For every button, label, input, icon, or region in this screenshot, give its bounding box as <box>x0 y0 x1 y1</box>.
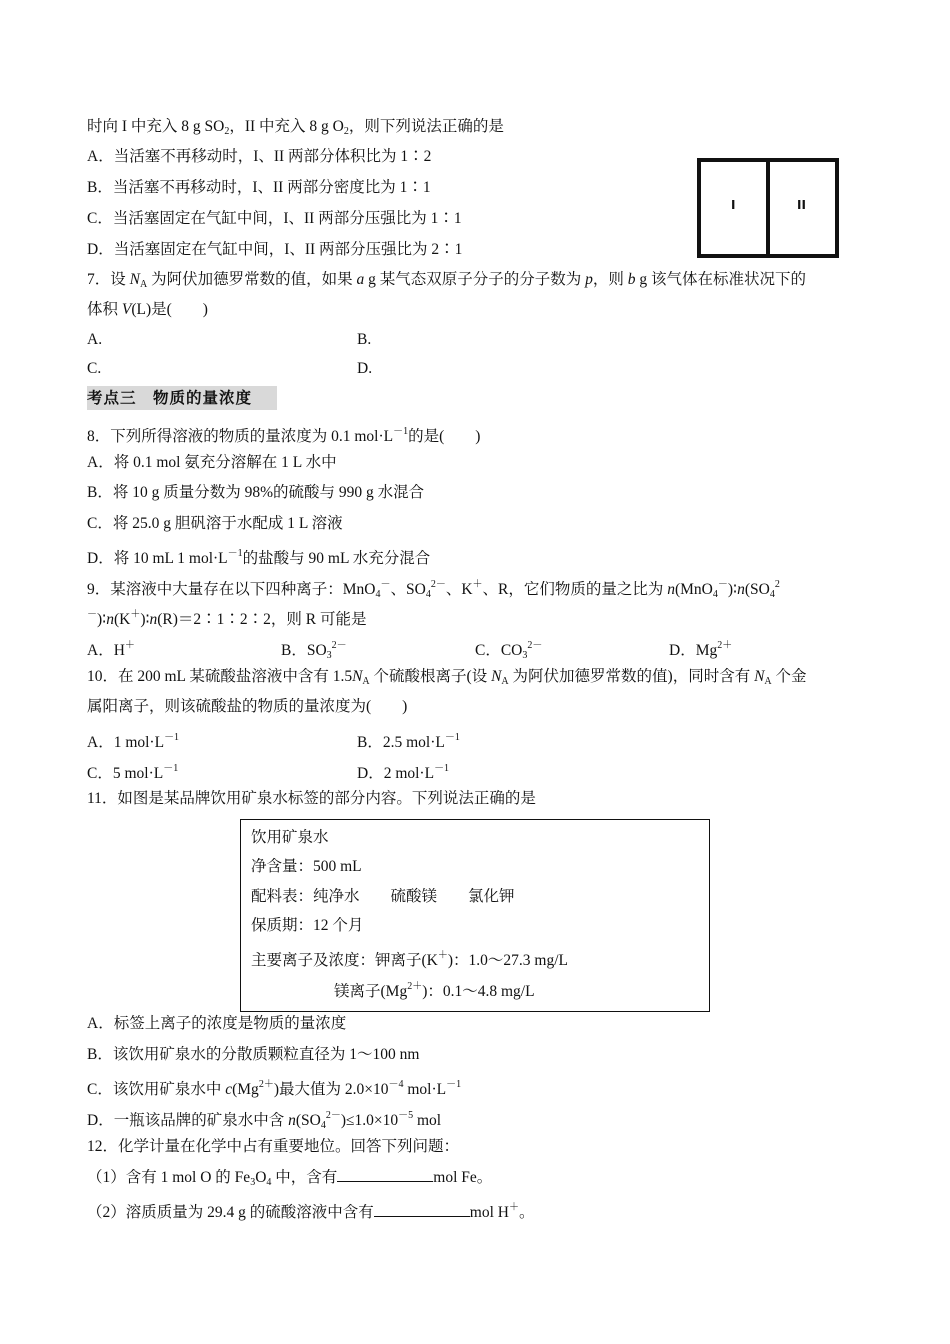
answer-blank-2[interactable] <box>374 1202 470 1217</box>
q9-option-d: D．$Mg^{2+}$ <box>669 640 733 659</box>
q7-stem-line1: 7．设 $N_A$ 为阿伏加德罗常数的值，如果 a g 某气态双原子分子的分子数为 p，则 b g 该气体在标准状况下的 <box>87 271 807 290</box>
q10-option-d: D．2 $mol\cdot L^{-1}$ <box>357 763 450 782</box>
cylinder-figure <box>697 158 839 258</box>
label-ions-potassium: 主要离子及浓度：钾离子(K＋)：1.0～27.3 mg/L <box>251 950 568 969</box>
q12-stem: 12．化学计量在化学中占有重要地位。回答下列问题： <box>87 1138 460 1155</box>
q10-stem-line2: 属阳离子，则该硫酸盐的物质的量浓度为( ) <box>87 698 408 715</box>
q9-option-a: A．H＋ <box>87 640 135 659</box>
label-shelf-life: 保质期：12 个月 <box>251 917 364 934</box>
q9-stem-line1: 9．某溶液中大量存在以下四种离子：MnO$_4$－、$SO_4^{2-}$、K＋、R，它们物质的量之比为 $n(MnO_4^-)∶n(SO_4^2$ <box>87 579 780 600</box>
q10-option-b: B．2.5 $mol\cdot L^{-1}$ <box>357 732 460 751</box>
q6-option-c: C．当活塞固定在气缸中间，I、II 两部分压强比为 1∶1 <box>87 210 462 227</box>
q7-option-c: C. <box>87 360 102 377</box>
piston-divider <box>766 162 770 254</box>
q8-option-b: B．将 10 g 质量分数为 98%的硫酸与 990 g 水混合 <box>87 484 425 501</box>
q6-option-a: A．当活塞不再移动时，I、II 两部分体积比为 1∶2 <box>87 148 432 165</box>
mineral-water-label <box>240 819 710 1012</box>
q6-option-d: D．当活塞固定在气缸中间，I、II 两部分压强比为 2∶1 <box>87 241 463 258</box>
q11-option-a: A．标签上离子的浓度是物质的量浓度 <box>87 1015 347 1032</box>
q9-option-b: B．$SO_3^{2-}$ <box>281 640 347 661</box>
q10-option-a: A．1 $mol\cdot L^{-1}$ <box>87 732 180 751</box>
q11-option-c: C．该饮用矿泉水中 $c(Mg^{2+})$最大值为 $2.0\times 10^{-4}$ $mol\cdot L^{-1}$ <box>87 1079 462 1098</box>
q7-option-b: B. <box>357 331 372 348</box>
q10-stem-line1: 10．在 200 mL 某硫酸盐溶液中含有 $1.5N_A$ 个硫酸根离子(设 $N_A$ 为阿伏加德罗常数的值)，同时含有 $N_A$ 个金 <box>87 668 807 687</box>
label-ions-magnesium: 镁离子$(Mg^{2+})$：0.1～4.8 mg/L <box>334 981 535 1000</box>
q9-stem-line2: －)∶n(K＋)∶n(R)＝2∶1∶2∶2，则 R 可能是 <box>87 609 367 628</box>
q8-option-a: A．将 0.1 mol 氨充分溶解在 1 L 水中 <box>87 454 337 471</box>
q12-part2: （2）溶质质量为 29.4 g 的硫酸溶液中含有 mol H＋。 <box>87 1202 535 1221</box>
chamber-label-ii: II <box>797 198 806 212</box>
q11-option-b: B．该饮用矿泉水的分散质颗粒直径为 1～100 nm <box>87 1046 420 1063</box>
q6-intro: 时向 I 中充入 8 g $SO_2$，II 中充入 8 g $O_2$，则下列说法正确的是 <box>87 118 504 137</box>
label-net-content: 净含量：500 mL <box>251 858 362 875</box>
q7-stem-line2: 体积 V(L)是( ) <box>87 301 208 318</box>
q12-part1: （1）含有 1 mol O 的 $Fe_3O_4$ 中，含有 mol Fe。 <box>87 1169 493 1188</box>
q10-option-c: C．5 $mol\cdot L^{-1}$ <box>87 763 179 782</box>
q9-option-c: C．$CO_3^{2-}$ <box>475 640 543 661</box>
chamber-label-i: I <box>731 198 736 212</box>
answer-blank-1[interactable] <box>337 1167 433 1182</box>
q7-option-d: D. <box>357 360 373 377</box>
q6-option-b: B．当活塞不再移动时，I、II 两部分密度比为 1∶1 <box>87 179 431 196</box>
q8-option-c: C．将 25.0 g 胆矾溶于水配成 1 L 溶液 <box>87 515 343 532</box>
q11-option-d: D．一瓶该品牌的矿泉水中含 $n(SO_4^{2-})\le 1.0\times 10^{-5}$ mol <box>87 1110 442 1131</box>
q11-stem: 11．如图是某品牌饮用矿泉水标签的部分内容。下列说法正确的是 <box>87 790 536 807</box>
q7-option-a: A. <box>87 331 103 348</box>
label-title: 饮用矿泉水 <box>251 829 329 846</box>
label-ingredients: 配料表：纯净水 硫酸镁 氯化钾 <box>251 888 515 905</box>
q8-stem: 8．下列所得溶液的物质的量浓度为 0.1 $mol\cdot L^{-1}$的是( ) <box>87 426 481 445</box>
section-heading: 考点三 物质的量浓度 <box>87 386 277 410</box>
q8-option-d: D．将 10 mL 1 $mol\cdot L^{-1}$的盐酸与 90 mL 水充分混合 <box>87 548 431 567</box>
